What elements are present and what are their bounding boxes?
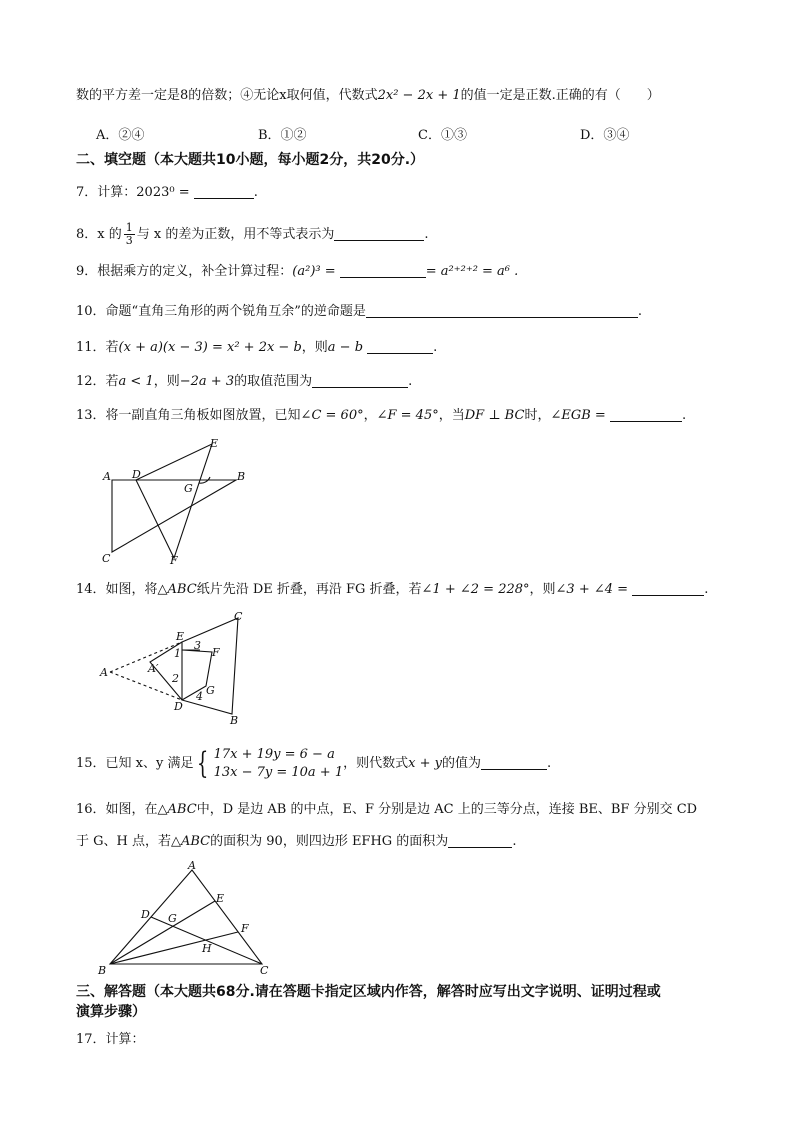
fig14-label: A xyxy=(100,666,108,679)
q8-text-a: 8．x 的 xyxy=(76,227,122,242)
q6-option-d[interactable]: D．③④ xyxy=(580,128,630,143)
q13-text-a: 13．将一副直角三角板如图放置，已知 xyxy=(76,408,301,423)
q16-text-b: 中，D 是边 AB 的中点，E、F 分别是边 AC 上的三等分点，连接 BE、BF 分别交 CD xyxy=(196,802,698,817)
fig13-label: E xyxy=(210,437,219,450)
q13-answer-blank[interactable] xyxy=(610,407,682,422)
q8-denominator: 3 xyxy=(125,234,133,247)
q13-text-c: ，当 xyxy=(438,408,465,423)
fig14-label: 3 xyxy=(194,639,201,652)
section2-title: 二、填空题（本大题共10小题，每小题2分，共20分.） xyxy=(76,152,425,168)
q16-text-a: 16．如图，在 xyxy=(76,802,158,817)
q14-text-c: ，则 xyxy=(529,582,556,597)
fig13-label: B xyxy=(237,470,246,483)
fig13-label: G xyxy=(184,482,193,495)
q11-expr: (x + a)(x − 3) = x² + 2x − b xyxy=(118,340,302,355)
q11-end: . xyxy=(433,340,438,355)
q12-expr2: −2a + 3 xyxy=(179,374,235,389)
q9-lhs: (a²)³ = xyxy=(292,264,336,279)
q7-expr: 2023⁰ = xyxy=(136,185,190,200)
q10-answer-blank[interactable] xyxy=(366,303,638,318)
fig13-label: D xyxy=(132,468,141,481)
fig14-label: 2 xyxy=(172,672,179,685)
fig14-label: B xyxy=(230,714,239,727)
fig14-label: C xyxy=(234,610,243,623)
q12-end: . xyxy=(408,374,413,389)
q15-system xyxy=(214,746,344,782)
fig16-label: G xyxy=(168,912,177,925)
fig14-label: 4 xyxy=(196,690,203,703)
q16-line-1 xyxy=(76,800,697,820)
q11-answer-blank[interactable] xyxy=(367,339,433,354)
fig16-label: A xyxy=(188,860,196,872)
q14-text-a: 14．如图，将 xyxy=(76,582,158,597)
q15-answer-blank[interactable] xyxy=(481,755,547,770)
q9-text: 9．根据乘方的定义，补全计算过程： xyxy=(76,264,293,279)
q11-expr2: a − b xyxy=(327,340,364,355)
q11-line xyxy=(76,338,437,358)
fig13-label: C xyxy=(102,552,111,565)
q14-end: . xyxy=(704,582,709,597)
fig16-label: F xyxy=(241,922,249,935)
q15-expr: x + y xyxy=(408,756,442,771)
fig14-label: G xyxy=(206,684,215,697)
q13-angle-c: ∠C = 60° xyxy=(300,408,364,423)
q11-text-a: 11．若 xyxy=(76,340,119,355)
q15-brace: { xyxy=(197,745,209,781)
q13-line xyxy=(76,406,686,426)
fig16-label: D xyxy=(141,908,150,921)
q11-text-b: ，则 xyxy=(301,340,328,355)
q9-rhs: = a²⁺²⁺² = a⁶ . xyxy=(425,264,519,279)
q15-line xyxy=(76,744,551,784)
q15-text-b: ，则代数式 xyxy=(343,756,409,771)
q8-end: . xyxy=(424,227,429,242)
q12-answer-blank[interactable] xyxy=(312,373,408,388)
q16-triangle: △ABC xyxy=(157,802,197,817)
q7-end: . xyxy=(253,185,258,200)
fig16-line-be xyxy=(110,901,215,964)
fig16-line-bf xyxy=(110,932,238,964)
q16-text-d: 的面积为 90，则四边形 EFHG 的面积为 xyxy=(210,834,449,849)
q12-expr: a < 1 xyxy=(118,374,154,389)
fig13-triangle-abc xyxy=(112,480,236,552)
fig14-label: 1 xyxy=(174,647,181,660)
q6-option-b[interactable]: B．①② xyxy=(258,128,307,143)
q16-end: . xyxy=(512,834,517,849)
fig16-label: B xyxy=(98,964,107,976)
q7-answer-blank[interactable] xyxy=(194,184,254,199)
q15-eq1: 17x + 19y = 6 − a xyxy=(213,746,335,762)
q8-line xyxy=(76,222,429,247)
q6-expr: 2x² − 2x + 1 xyxy=(377,88,461,103)
q14-line xyxy=(76,580,708,600)
q8-numerator: 1 xyxy=(125,221,133,234)
q10-text: 10．命题“直角三角形的两个锐角互余”的逆命题是 xyxy=(76,304,366,319)
q6-tail-line xyxy=(76,86,660,106)
q16-answer-blank[interactable] xyxy=(448,833,512,848)
q14-angle-sum: ∠1 + ∠2 = 228° xyxy=(421,582,530,597)
q12-text-a: 12．若 xyxy=(76,374,119,389)
q6-option-c[interactable]: C．①③ xyxy=(418,128,467,143)
fig14-dash-ae xyxy=(110,642,182,672)
q12-text-c: 的取值范围为 xyxy=(234,374,313,389)
q14-answer-blank[interactable] xyxy=(632,581,704,596)
q15-eq2: 13x − 7y = 10a + 1 xyxy=(213,764,344,780)
q13-end: . xyxy=(681,408,687,423)
q13-text-d: 时， xyxy=(524,408,551,423)
q13-sep-1: ， xyxy=(363,408,377,423)
q14-triangle: △ABC xyxy=(157,582,197,597)
figure-13 xyxy=(96,436,256,570)
fig16-label: C xyxy=(260,964,269,976)
q14-text-b: 纸片先沿 DE 折叠，再沿 FG 折叠，若 xyxy=(196,582,422,597)
q12-line xyxy=(76,372,412,392)
fig13-label: F xyxy=(170,554,178,567)
q13-angle-f: ∠F = 45° xyxy=(376,408,439,423)
q15-text-a: 15．已知 x、y 满足 xyxy=(76,756,194,771)
q8-text-b: 与 x 的差为正数，用不等式表示为 xyxy=(136,227,335,242)
q13-angle-egb: ∠EGB = xyxy=(550,408,606,423)
q7-line xyxy=(76,183,258,203)
fig16-label: E xyxy=(216,892,225,905)
fig14-label: A′ xyxy=(148,662,159,675)
q16-text-c: 于 G、H 点，若 xyxy=(76,834,171,849)
fig13-label: A xyxy=(103,470,111,483)
q6-text-a: 数的平方差一定是8的倍数；④无论x取何值，代数式 xyxy=(76,88,378,103)
section3-title-line2: 演算步骤） xyxy=(76,1004,146,1020)
q14-angle-question: ∠3 + ∠4 = xyxy=(555,582,629,597)
q10-line xyxy=(76,302,642,322)
figure-14 xyxy=(96,610,256,730)
q10-end: . xyxy=(637,304,642,319)
q6-option-a[interactable]: A．②④ xyxy=(96,128,145,143)
fig16-label: H xyxy=(202,942,212,955)
q8-answer-blank[interactable] xyxy=(334,226,424,241)
q6-text-b: 的值一定是正数.正确的有（ ） xyxy=(460,88,660,103)
q12-text-b: ，则 xyxy=(153,374,180,389)
q8-fraction xyxy=(124,222,135,247)
q16-triangle-2: △ABC xyxy=(171,834,211,849)
q17-line: 17．计算： xyxy=(76,1032,145,1047)
q9-answer-blank[interactable] xyxy=(340,263,426,278)
section3-title-line1: 三、解答题（本大题共68分.请在答题卡指定区域内作答，解答时应写出文字说明、证明过程或 xyxy=(76,984,661,1000)
q7-text: 7．计算： xyxy=(76,185,137,200)
q16-line-2 xyxy=(76,832,516,852)
q15-text-c: 的值为 xyxy=(441,756,481,771)
fig14-label: F xyxy=(212,646,220,659)
q13-perp: DF ⊥ BC xyxy=(464,408,525,423)
q15-end: . xyxy=(546,756,552,771)
fig14-label: E xyxy=(176,630,185,643)
q9-line xyxy=(76,262,518,282)
fig14-label: D xyxy=(174,700,183,713)
figure-16 xyxy=(96,860,286,976)
